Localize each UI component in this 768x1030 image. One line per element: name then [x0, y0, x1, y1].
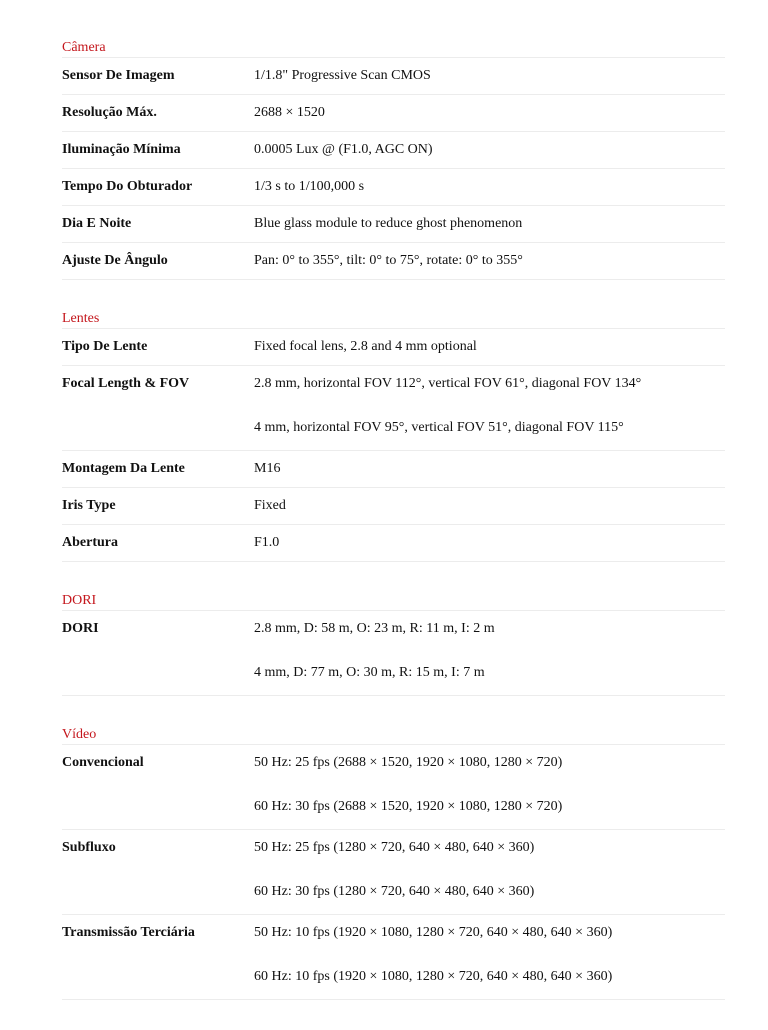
spec-value: 50 Hz: 25 fps (2688 × 1520, 1920 × 1080, 1280 × 720) [254, 755, 563, 770]
spec-label: Tipo De Lente [62, 339, 148, 354]
spec-value: 50 Hz: 25 fps (1280 × 720, 640 × 480, 640 × 360) [254, 840, 535, 855]
spec-row [62, 206, 725, 243]
spec-value: 0.0005 Lux @ (F1.0, AGC ON) [254, 142, 433, 157]
spec-values [254, 243, 725, 279]
spec-row [62, 451, 725, 488]
section-title: Vídeo [62, 726, 725, 745]
section-title: Câmera [62, 39, 725, 58]
spec-value: F1.0 [254, 535, 280, 550]
spec-row [62, 169, 725, 206]
spec-values [254, 132, 725, 168]
spec-value: 4 mm, horizontal FOV 95°, vertical FOV 51°, diagonal FOV 115° [254, 420, 624, 435]
spec-label: Resolução Máx. [62, 105, 157, 120]
spec-section [62, 726, 725, 1000]
spec-label: Abertura [62, 535, 118, 550]
spec-values [254, 451, 725, 487]
spec-values [254, 745, 725, 829]
spec-values [254, 611, 725, 695]
spec-sheet [62, 39, 725, 1030]
spec-row [62, 58, 725, 95]
spec-row [62, 830, 725, 915]
spec-value: Pan: 0° to 355°, tilt: 0° to 75°, rotate: 0° to 355° [254, 253, 523, 268]
spec-value: M16 [254, 461, 281, 476]
spec-label: Montagem Da Lente [62, 461, 185, 476]
spec-values [254, 366, 725, 450]
spec-row [62, 243, 725, 280]
spec-label: DORI [62, 621, 99, 636]
spec-label: Focal Length & FOV [62, 376, 190, 391]
spec-value: 60 Hz: 30 fps (1280 × 720, 640 × 480, 640 × 360) [254, 884, 535, 899]
spec-row [62, 611, 725, 696]
spec-label: Iluminação Mínima [62, 142, 181, 157]
spec-row [62, 366, 725, 451]
spec-label: Transmissão Terciária [62, 925, 195, 940]
section-title: DORI [62, 592, 725, 611]
section-title: Lentes [62, 310, 725, 329]
spec-section [62, 592, 725, 696]
spec-value: 1/3 s to 1/100,000 s [254, 179, 365, 194]
spec-row [62, 745, 725, 830]
spec-value: Fixed focal lens, 2.8 and 4 mm optional [254, 339, 477, 354]
spec-values [254, 329, 725, 365]
spec-value: 2.8 mm, D: 58 m, O: 23 m, R: 11 m, I: 2 m [254, 621, 495, 636]
spec-values [254, 206, 725, 242]
spec-value: 2688 × 1520 [254, 105, 325, 120]
spec-values [254, 525, 725, 561]
spec-value: 60 Hz: 30 fps (2688 × 1520, 1920 × 1080, 1280 × 720) [254, 799, 563, 814]
spec-value: Fixed [254, 498, 286, 513]
spec-row [62, 488, 725, 525]
spec-row [62, 95, 725, 132]
spec-value: 1/1.8" Progressive Scan CMOS [254, 68, 431, 83]
spec-value: 50 Hz: 10 fps (1920 × 1080, 1280 × 720, 640 × 480, 640 × 360) [254, 925, 613, 940]
spec-label: Sensor De Imagem [62, 68, 175, 83]
spec-value: 4 mm, D: 77 m, O: 30 m, R: 15 m, I: 7 m [254, 665, 485, 680]
spec-label: Tempo Do Obturador [62, 179, 193, 194]
spec-label: Convencional [62, 755, 144, 770]
spec-values [254, 95, 725, 131]
spec-values [254, 169, 725, 205]
spec-label: Ajuste De Ângulo [62, 253, 168, 268]
spec-section [62, 310, 725, 562]
spec-value: 60 Hz: 10 fps (1920 × 1080, 1280 × 720, 640 × 480, 640 × 360) [254, 969, 613, 984]
spec-label: Iris Type [62, 498, 116, 513]
spec-value: Blue glass module to reduce ghost phenomenon [254, 216, 523, 231]
spec-values [254, 830, 725, 914]
spec-section [62, 39, 725, 280]
spec-value: 2.8 mm, horizontal FOV 112°, vertical FOV 61°, diagonal FOV 134° [254, 376, 642, 391]
spec-label: Subfluxo [62, 840, 116, 855]
spec-row [62, 525, 725, 562]
spec-label: Dia E Noite [62, 216, 132, 231]
spec-values [254, 488, 725, 524]
spec-row [62, 329, 725, 366]
spec-row [62, 915, 725, 1000]
spec-values [254, 58, 725, 94]
spec-values [254, 915, 725, 999]
spec-row [62, 132, 725, 169]
